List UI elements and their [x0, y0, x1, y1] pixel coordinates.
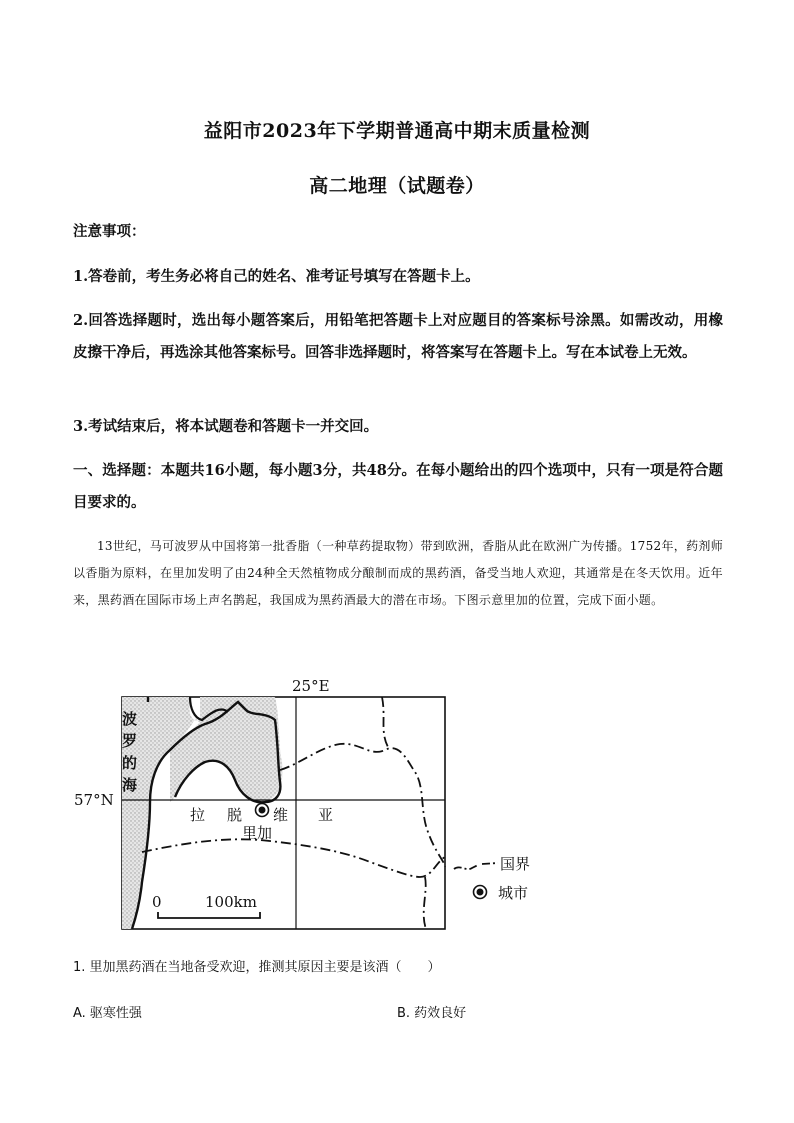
sea-label-2: 罗	[122, 732, 138, 750]
notice-item-1: 1.答卷前，考生务必将自己的姓名、准考证号填写在答题卡上。	[73, 268, 480, 285]
notice-item-2: 2.回答选择题时，选出每小题答案后，用铅笔把答题卡上对应题目的答案标号涂黑。如需改动，用橡皮擦干净后，再选涂其他答案标号。回答非选择题时，将答案写在答题卡上。写在本试卷上无效。	[73, 312, 723, 361]
legend-border-line	[454, 863, 498, 869]
legend-border-label: 国界	[500, 855, 531, 873]
notice-heading: 注意事项：	[73, 223, 146, 240]
city-label: 里加	[242, 824, 273, 842]
scale-label: 100km	[205, 893, 257, 911]
sea-label-1: 波	[122, 710, 138, 728]
longitude-label: 25°E	[292, 677, 330, 695]
exam-subtitle: 高二地理（试题卷）	[309, 175, 485, 197]
riga-location-map	[70, 672, 550, 942]
country-label-1: 拉	[190, 806, 206, 824]
legend-city-label: 城市	[498, 884, 529, 902]
latitude-label: 57°N	[74, 791, 114, 809]
question-1-stem: 1. 里加黑药酒在当地备受欢迎，推测其原因主要是该酒（ ）	[73, 960, 441, 975]
country-label-2: 脱	[227, 806, 243, 824]
question-1-option-a: A. 驱寒性强	[73, 1006, 142, 1021]
notice-item-3: 3.考试结束后，将本试题卷和答题卡一并交回。	[73, 418, 379, 435]
question-1-option-b: B. 药效良好	[397, 1006, 467, 1021]
passage-text: 13世纪，马可波罗从中国将第一批香脂（一种草药提取物）带到欧洲，香脂从此在欧洲广为传播。1752年，药剂师以香脂为原料，在里加发明了由24种全天然植物成分酿制而成的黑药酒，备受当地人欢迎，其通常是在冬天饮用。近年来，黑药酒在国际市场上声名鹊起，我国成为黑药酒最大的潜在市场。下图示意里加的位置，完成下面小题。	[73, 539, 723, 607]
country-label-4: 亚	[318, 806, 334, 824]
sea-label-3: 的	[122, 754, 138, 772]
section-heading: 一、选择题：本题共16小题，每小题3分，共48分。在每小题给出的四个选项中，只有一项是符合题目要求的。	[73, 462, 723, 511]
scale-zero: 0	[152, 893, 162, 911]
exam-title: 益阳市2023年下学期普通高中期末质量检测	[203, 120, 591, 142]
sea-label-4: 海	[122, 776, 138, 794]
country-label-3: 维	[273, 806, 289, 824]
